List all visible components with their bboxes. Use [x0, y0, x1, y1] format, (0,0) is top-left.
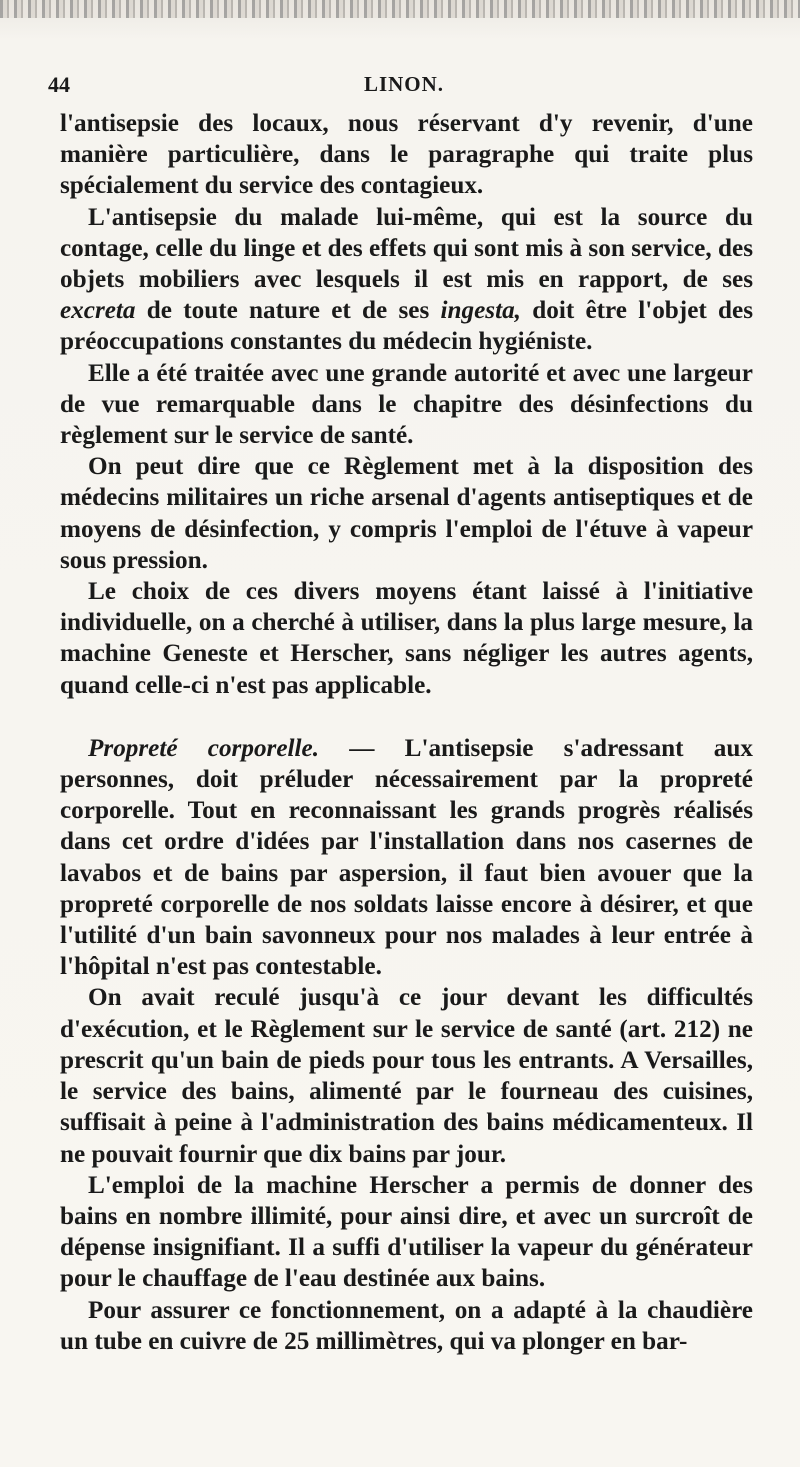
paragraph-2-text-b: de toute nature et de ses: [135, 297, 441, 325]
paragraph-8: L'emploi de la machine Herscher a permis de donner des bains en nombre illimité, pour ainsi dire, et avec un surcroît de dépense insignifiant. Il a suffi d'utiliser la vapeur du générateur pour le chauffage de l'eau destinée aux bains.: [60, 1171, 753, 1293]
running-title: LINON.: [363, 72, 445, 96]
paragraph-2: [60, 202, 753, 358]
paragraph-2-text-c: doit être l'objet des préoccupations constantes du médecin hygiéniste.: [60, 297, 754, 356]
paragraph-7: On avait reculé jusqu'à ce jour devant les difficultés d'exécution, et le Règlement sur le service de santé (art. 212) ne prescrit qu'un bain de pieds pour tous les entrants. A Versailles, le service des bains, alimenté par le fourneau des cuisines, suffisait à peine à l'administration des bains médicamenteux. Il ne pouvait fournir que dix bains par jour.: [60, 984, 753, 1168]
section-title-proprete-corporelle: Propreté corporelle.: [88, 734, 319, 762]
paragraph-4: On peut dire que ce Règlement met à la disposition des médecins militaires un riche arsenal d'agents antiseptiques et de moyens de désinfection, y compris l'emploi de l'étuve à vapeur sous pression.: [60, 453, 753, 574]
term-ingesta: ingesta,: [440, 297, 521, 325]
paragraph-6: [60, 733, 753, 983]
scan-top-edge: [0, 0, 800, 18]
paragraph-2-text-a: L'antisepsie du malade lui-même, qui est la source du contage, celle du linge et des effets qui sont mis à son service, des objets mobiliers avec lesquels il est mis en rapport, de ses: [60, 203, 753, 294]
paragraph-3: Elle a été traitée avec une grande autorité et avec une largeur de vue remarquable dans le chapitre des désinfections du règlement sur le service de santé.: [60, 359, 753, 450]
paragraph-9: Pour assurer ce fonctionnement, on a adapté à la chaudière un tube en cuivre de 25 millimètres, qui va plonger en bar-: [60, 1296, 753, 1355]
page-body: [60, 108, 753, 1357]
paragraph-5: Le choix de ces divers moyens étant laissé à l'initiative individuelle, on a cherché à utiliser, dans la plus large mesure, la machine Geneste et Herscher, sans négliger les autres agents, quand celle-ci n'est pas applicable.: [60, 578, 753, 699]
paragraph-6-text: — L'antisepsie s'adressant aux personnes, doit préluder nécessairement par la propreté corporelle. Tout en reconnaissant les grands progrès réalisés dans cet ordre d'idées par l'installation dans nos casernes de lavabos et de bains par aspersion, il faut bien avouer que la propreté corporelle de nos soldats laisse encore à désirer, et que l'utilité d'un bain savonneux pour nos malades à leur entrée à l'hôpital n'est pas contestable.: [60, 734, 753, 981]
paragraph-1: l'antisepsie des locaux, nous réservant d'y revenir, d'une manière particulière, dans le paragraphe qui traite plus spécialement du service des contagieux.: [60, 110, 753, 200]
page-number: 44: [48, 72, 70, 97]
term-excreta: excreta: [60, 297, 136, 325]
page-header: [48, 72, 760, 104]
